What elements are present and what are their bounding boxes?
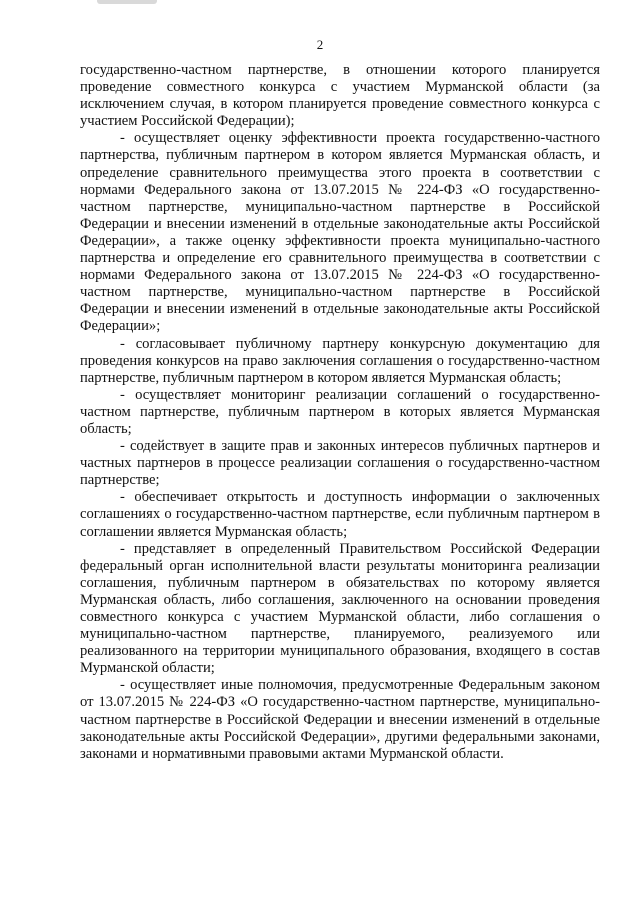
paragraph-monitoring: - осуществляет мониторинг реализации соглашений о государственно-частном партнерстве, публичным партнером в которых является Мурманская область; xyxy=(80,386,600,437)
paragraph-tender-documentation: - согласовывает публичному партнеру конкурсную документацию для проведения конкурсов на право заключения соглашения о государственно-частном партнерстве, публичным партнером в котором является Мурманская область; xyxy=(80,335,600,386)
page-number: 2 xyxy=(316,37,324,52)
paragraph-transparency: - обеспечивает открытость и доступность информации о заключенных соглашениях о государственно-частном партнерстве, если публичным партнером в соглашении является Мурманская область; xyxy=(80,489,600,540)
scan-artifact xyxy=(97,0,157,4)
body-text xyxy=(80,62,600,763)
paragraph-continuation: государственно-частном партнерстве, в отношении которого планируется проведение совместного конкурса с участием Мурманской области (за исключением случая, в котором планируется проведение совместного конкурса с участием Российской Федерации); xyxy=(80,62,600,130)
paragraph-efficiency-assessment: - осуществляет оценку эффективности проекта государственно-частного партнерства, публичным партнером в котором является Мурманская область, и определение сравнительного преимущества этого проекта в соответствии с нормами Федерального закона от 13.07.2015 № 224-ФЗ «О государственно-частном партнерстве, муниципально-частном партнерстве в Российской Федерации и внесении изменений в отдельные законодательные акты Российской Федерации», а также оценку эффективности проекта муниципально-частного партнерства и определение его сравнительного преимущества в соответствии с нормами Федерального закона от 13.07.2015 № 224-ФЗ «О государственно-частном партнерстве, муниципально-частном партнерстве в Российской Федерации и внесении изменений в отдельные законодательные акты Российской Федерации»; xyxy=(80,130,600,335)
paragraph-monitoring-results: - представляет в определенный Правительством Российской Федерации федеральный орган исполнительной власти результаты мониторинга реализации соглашения, публичным партнером в обязательствах по которому является Мурманская область, либо соглашения, заключенного на основании проведения совместного конкурса с участием Мурманской области, либо соглашения о муниципально-частном партнерстве, планируемого, реализуемого или реализованного на территории муниципального образования, входящего в состав Мурманской области; xyxy=(80,540,600,677)
paragraph-rights-protection: - содействует в защите прав и законных интересов публичных партнеров и частных партнеров в процессе реализации соглашения о государственно-частном партнерстве; xyxy=(80,438,600,489)
paragraph-other-powers: - осуществляет иные полномочия, предусмотренные Федеральным законом от 13.07.2015 № 224-ФЗ «О государственно-частном партнерстве, муниципально-частном партнерстве в Российской Федерации и внесении изменений в отдельные законодательные акты Российской Федерации», другими федеральными законами, законами и нормативными правовыми актами Мурманской области. xyxy=(80,677,600,762)
